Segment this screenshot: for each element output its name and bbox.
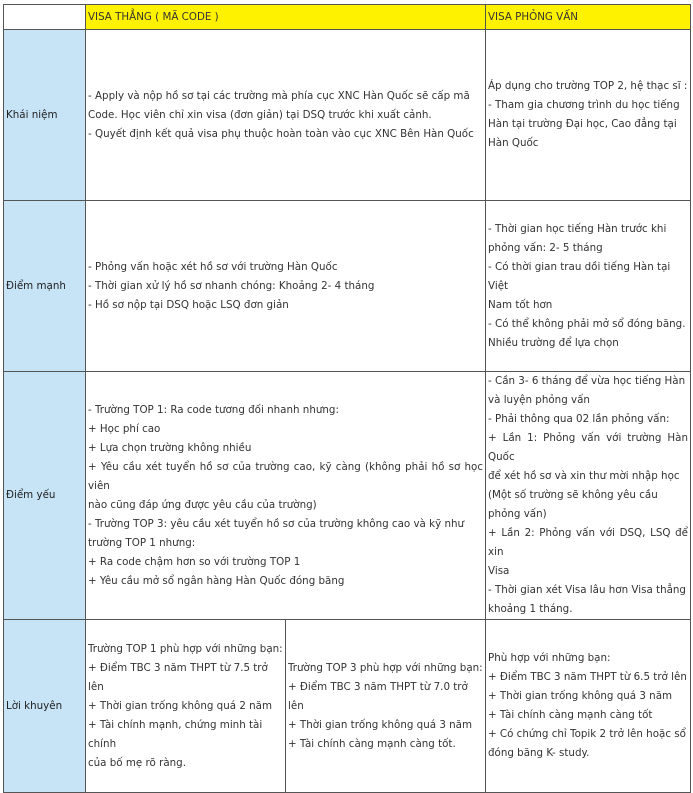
text-line: + Thời gian trống không quá 2 năm <box>88 699 273 712</box>
text-line: + Lựa chọn trường không nhiều <box>88 441 252 454</box>
text-line: Phù hợp với những bạn: <box>488 652 611 664</box>
text-line: Code. Học viên chỉ xin visa (đơn giản) tại DSQ trước khi xuất cảnh. <box>88 108 432 121</box>
text-line: - Quyết định kết quả visa phụ thuộc hoàn toàn vào cục XNC Bên Hàn Quốc <box>88 127 474 140</box>
diem-manh-visa-thang <box>86 201 486 372</box>
text-line: + Thời gian trống không quá 3 năm <box>488 690 673 702</box>
text-line: để xét hồ sơ và xin thư mời nhập học <box>488 470 680 482</box>
text-line: (Một số trường sẽ không yêu cầu <box>488 489 658 501</box>
row-label-loi-khuyen: Lời khuyên <box>4 620 86 793</box>
text-line: + Điểm TBC 3 năm THPT từ 6.5 trở lên <box>488 671 687 683</box>
row-label-khai-niem: Khái niệm <box>4 30 86 201</box>
text-line: - Thời gian học tiếng Hàn trước khi <box>488 222 667 235</box>
diem-manh-visa-phong-van <box>486 201 691 372</box>
text-line: + Học phí cao <box>88 422 161 435</box>
text-line: + Điểm TBC 3 năm THPT từ 7.5 trở lên <box>88 661 268 693</box>
text-line: đóng băng K- study. <box>488 747 590 759</box>
row-label-diem-yeu: Điểm yếu <box>4 372 86 620</box>
text-line: - Phỏng vấn hoặc xét hồ sơ với trường Hàn Quốc <box>88 260 338 273</box>
row-khai-niem <box>4 30 691 201</box>
text-line: - Có thể không phải mở sổ đóng băng. <box>488 317 686 330</box>
header-row <box>4 5 691 30</box>
text-line: - Trường TOP 1: Ra code tương đối nhanh nhưng: <box>88 403 339 416</box>
text-line: Nhiều trường để lựa chọn <box>488 336 619 349</box>
text-line: phỏng vấn: 2- 5 tháng <box>488 241 603 254</box>
diem-yeu-visa-phong-van <box>486 372 691 620</box>
text-line: - Tham gia chương trình du học tiếng <box>488 99 680 111</box>
text-line: Hàn Quốc <box>488 137 539 149</box>
text-line: + Tài chính mạnh, chứng minh tài chính <box>88 718 263 750</box>
text-line: - Có thời gian trau dồi tiếng Hàn tại Việt <box>488 260 671 292</box>
text-line: của bố mẹ rõ ràng. <box>88 756 186 769</box>
text-line: - Apply và nộp hồ sơ tại các trường mà phía cục XNC Hàn Quốc sẽ cấp mã <box>88 89 470 102</box>
loi-khuyen-visa-phong-van <box>486 620 691 793</box>
text-line: + Tài chính càng mạnh càng tốt. <box>288 737 456 750</box>
text-line: + Yêu cầu mở sổ ngân hàng Hàn Quốc đóng băng <box>88 574 345 587</box>
header-empty-cell <box>4 5 86 30</box>
text-line: trường TOP 1 nhưng: <box>88 536 196 549</box>
khai-niem-visa-phong-van <box>486 30 691 201</box>
row-loi-khuyen <box>4 620 691 793</box>
text-line: và luyện phỏng vấn <box>488 394 590 406</box>
text-line: nào cũng đáp ứng được yêu cầu của trường) <box>88 498 317 511</box>
header-visa-thang: VISA THẲNG ( MÃ CODE ) <box>86 5 486 30</box>
diem-yeu-visa-thang <box>86 372 486 620</box>
text-line: Áp dụng cho trường TOP 2, hệ thạc sĩ : <box>488 80 688 92</box>
comparison-table <box>3 4 691 793</box>
text-line: + Ra code chậm hơn so với trường TOP 1 <box>88 555 301 568</box>
text-line: + Lần 1: Phỏng vấn với trường Hàn Quốc <box>488 432 689 463</box>
text-line: + Điểm TBC 3 năm THPT từ 7.0 trở lên <box>288 680 468 712</box>
text-line: Trường TOP 1 phù hợp với những bạn: <box>88 642 283 655</box>
text-line: - Phải thông qua 02 lần phỏng vấn: <box>488 413 670 425</box>
text-line: - Cần 3- 6 tháng để vừa học tiếng Hàn <box>488 375 686 387</box>
text-line: + Tài chính càng mạnh càng tốt <box>488 709 653 721</box>
text-line: Nam tốt hơn <box>488 298 553 311</box>
row-label-diem-manh: Điểm mạnh <box>4 201 86 372</box>
text-line: khoảng 1 tháng. <box>488 603 573 615</box>
text-line: + Lần 2: Phỏng vấn với DSQ, LSQ để xin <box>488 527 689 558</box>
loi-khuyen-top3 <box>286 620 486 793</box>
row-diem-yeu <box>4 372 691 620</box>
text-line: - Hồ sơ nộp tại DSQ hoặc LSQ đơn giản <box>88 298 289 311</box>
text-line: phỏng vấn) <box>488 508 547 520</box>
text-line: Hàn tại trường Đại học, Cao đẳng tại <box>488 118 677 130</box>
text-line: Visa <box>488 565 510 577</box>
text-line: Trường TOP 3 phù hợp với những bạn: <box>288 661 483 674</box>
text-line: - Thời gian xét Visa lâu hơn Visa thẳng <box>488 584 686 596</box>
loi-khuyen-top1 <box>86 620 286 793</box>
khai-niem-visa-thang <box>86 30 486 201</box>
text-line: - Thời gian xử lý hồ sơ nhanh chóng: Khoảng 2- 4 tháng <box>88 279 375 292</box>
text-line: - Trường TOP 3: yêu cầu xét tuyển hồ sơ của trường không cao và kỹ như <box>88 517 465 530</box>
header-visa-phong-van: VISA PHỎNG VẤN <box>486 5 691 30</box>
text-line: + Thời gian trống không quá 3 năm <box>288 718 473 731</box>
row-diem-manh <box>4 201 691 372</box>
text-line: + Yêu cầu xét tuyển hồ sơ của trường cao, kỹ càng (không phải hồ sơ học viên <box>88 460 484 492</box>
text-line: + Có chứng chỉ Topik 2 trở lên hoặc sổ <box>488 728 686 740</box>
